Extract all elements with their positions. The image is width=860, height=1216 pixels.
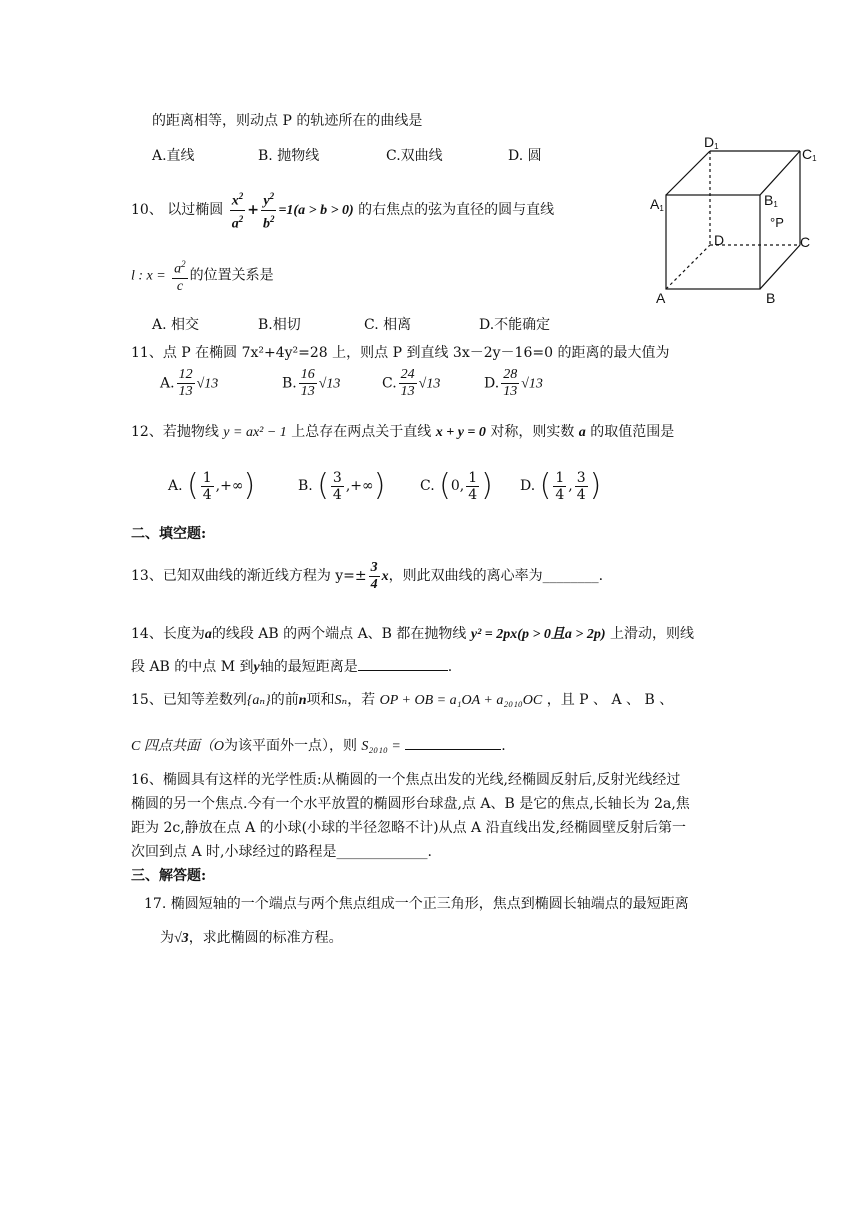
q12-option-b: B. ( $\frac{3}{4}$ ,+∞): [298, 468, 386, 503]
q9-option-d: D. 圆: [508, 148, 542, 164]
q11-option-b: B. $\frac{16}{13}$ √13: [282, 367, 341, 399]
q11-option-c: C. $\frac{24}{13}$ √13: [382, 367, 441, 399]
q12-option-a: A. ( $\frac{1}{4}$ ,+∞): [168, 468, 256, 503]
section-solve-heading: 三、解答题:: [131, 868, 207, 884]
q15-line1: 15、已知等差数列{aₙ}的前n项和Sₙ，若 OP + OB = a₁OA + a₂₀₁₀OC ，且 P 、 A 、 B 、: [131, 692, 674, 708]
cube-label-c: C: [800, 234, 811, 250]
cube-label-p: °P: [770, 215, 784, 230]
q10-option-c: C. 相离: [364, 317, 412, 333]
q17-line1: 17. 椭圆短轴的一个端点与两个焦点组成一个正三角形，焦点到椭圆长轴端点的最短距离: [144, 896, 689, 912]
q14-line1: 14、长度为a的线段 AB 的两个端点 A、B 都在抛物线 y² = 2px(p > 0且a > 2p) 上滑动，则线: [131, 626, 695, 642]
q12-option-c: C. (0, $\frac{1}{4}$ ): [420, 468, 493, 503]
q11-option-a: A. $\frac{12}{13}$ √13: [160, 367, 219, 399]
section-fill-in-heading: 二、填空题:: [131, 526, 207, 542]
cube-label-b1: B1: [764, 192, 778, 209]
q11-option-d: D. $\frac{28}{13}$ √13: [484, 367, 543, 399]
q10-option-b: B.相切: [258, 317, 301, 333]
cube-label-a1: A1: [650, 196, 664, 213]
q14-answer-blank: [358, 656, 448, 671]
q9-option-a: A.直线: [152, 148, 195, 164]
q10-line1: 10、 以过椭圆 $\frac{x^2}{a^2}$ + $\frac{y^2}{b^2}$ =1(a > b > 0) 的右焦点的弦为直径的圆与直线: [131, 188, 554, 232]
q9-text: 的距离相等，则动点 P 的轨迹所在的曲线是: [152, 113, 423, 129]
q16-line1: 16、椭圆具有这样的光学性质:从椭圆的一个焦点出发的光线,经椭圆反射后,反射光线经过: [131, 772, 681, 788]
q10-option-a: A. 相交: [152, 317, 200, 333]
q14-line2: 段 AB 的中点 M 到y轴的最短距离是 .: [131, 656, 452, 678]
cube-label-b: B: [766, 290, 776, 306]
cube-label-d1: D1: [704, 135, 719, 151]
q16-line2: 椭圆的另一个焦点.今有一个水平放置的椭圆形台球盘,点 A、B 是它的焦点,长轴长为 2a,焦: [131, 796, 690, 812]
q10-line2: l : x = $\frac{a^2}{c}$ 的位置关系是: [131, 256, 274, 295]
q10-frac-directrix: $\frac{a^2}{c}$: [172, 256, 188, 295]
cube-label-d: D: [714, 232, 725, 248]
q16-line4: 次回到点 A 时,小球经过的路程是_____________.: [131, 844, 432, 860]
cube-label-a: A: [656, 290, 666, 306]
q12-option-d: D. ( $\frac{1}{4}$ , $\frac{3}{4}$ ): [520, 468, 602, 503]
cube-figure: [646, 135, 826, 310]
q17-line2: 为√3，求此椭圆的标准方程。: [160, 930, 343, 946]
q15-line2: C 四点共面（O为该平面外一点），则 S₂₀₁₀ = .: [131, 735, 506, 757]
q10-option-d: D.不能确定: [479, 317, 551, 333]
q10-frac-y: $\frac{y^2}{b^2}$: [261, 188, 277, 232]
cube-label-c1: C1: [802, 146, 817, 163]
q9-option-b: B. 抛物线: [258, 148, 320, 164]
q12-text: 12、若抛物线 y = ax² − 1 上总存在两点关于直线 x + y = 0 对称，则实数 a 的取值范围是: [131, 424, 675, 440]
q16-line3: 距为 2c,静放在点 A 的小球(小球的半径忽略不计)从点 A 沿直线出发,经椭圆壁反射后第一: [131, 820, 687, 836]
q11-text: 11、点 P 在椭圆 7x²+4y²=28 上，则点 P 到直线 3x－2y－16=0 的距离的最大值为: [131, 345, 670, 361]
q9-option-c: C.双曲线: [386, 148, 443, 164]
q13-text: 13、已知双曲线的渐近线方程为 y=± $\frac{3}{4}$ x，则此双曲线的离心率为________.: [131, 559, 604, 592]
q10-frac-x: $\frac{x^2}{a^2}$: [230, 188, 246, 232]
q15-answer-blank: [405, 735, 501, 750]
